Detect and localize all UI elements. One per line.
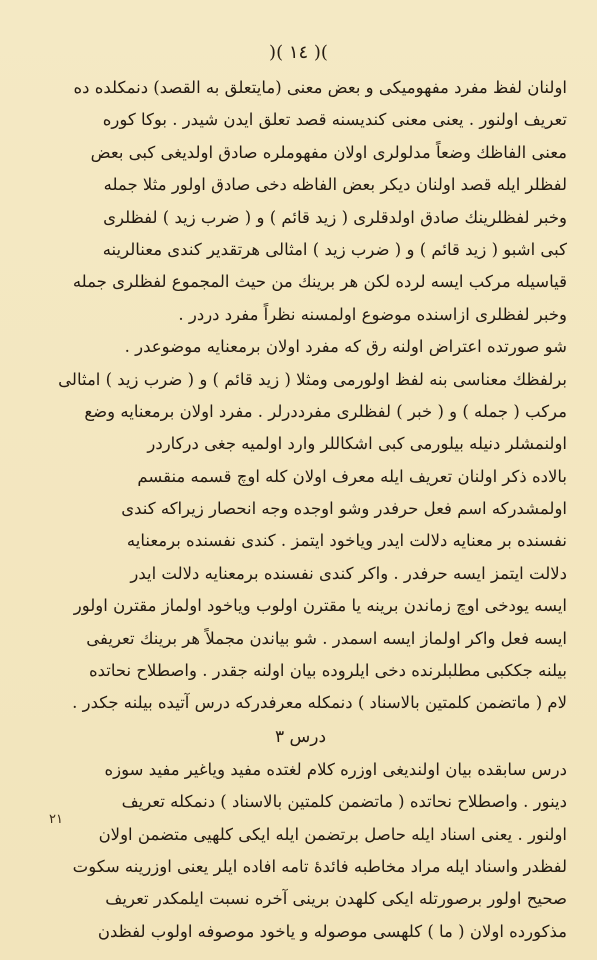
text-line: لفظدر واسناد ایله مراد مخاطبه فائدهٔ تامه افاده ایلر یعنی اوزرینه سکوت — [72, 856, 567, 876]
text-line: بالاده ذکر اولنان تعریف ایله معرف اولان کله اوچ قسمه منقسم — [137, 466, 567, 486]
paragraph-1 — [34, 72, 567, 331]
text-line: قیاسیله مرکب ایسه لرده لکن هر برینك من حیث المجموع لفظلری جمله — [72, 272, 567, 292]
text-body — [34, 72, 567, 948]
text-line: نفسنده بر معنایه دلالت ایدر ویاخود ایتمز . کندی نفسنده برمعنایه — [126, 531, 567, 551]
text-line: وخبر لفظلری ازاسنده موضوع اولمسنه نظراً مفرد دردر . — [178, 304, 567, 324]
text-line: تعریف اولنور . یعنی معنی کندیسنه قصد تعلق ایدن شیدر . بوکا کوره — [102, 110, 567, 130]
text-line: اولنور . یعنی اسناد ایله حاصل برتضمن ایله ایکی کلهیی متضمن اولان — [98, 824, 567, 844]
text-line: ایسه فعل واکر اولماز ایسه اسمدر . شو بیاندن مجملاً هر برینك تعریفی — [86, 628, 567, 648]
text-line: صحیح اولور برصورتله ایکی کلهدن برینی آخره نسبت ایلمکدر تعریف — [105, 889, 567, 909]
text-line: بیلنه جککبی مطلبلرنده دخی ایلروده بیان اولنه جقدر . واصطلاح نحاتده — [88, 661, 567, 681]
page-number: )( ١٤ )( — [269, 42, 328, 63]
lesson-heading: درس ٣ — [274, 726, 327, 747]
paragraph-4 — [34, 754, 567, 948]
text-line: کبی اشبو ( زید قائم ) و ( ضرب زید ) امثالی هرتقدیر کندی معنالرینه — [102, 239, 567, 259]
text-line: مرکب ( جمله ) و ( خبر ) لفظلری مفرددرلر . مفرد اولان برمعنایه وضع — [84, 401, 567, 421]
text-line: اولنان لفظ مفرد مفهومیکی و بعض معنی (مایتعلق به القصد) دنمکلده ده — [73, 78, 567, 97]
text-line: معنی الفاظك وضعاً مدلولری اولان مفهوملره صادق اولدیغی کبی بعض — [90, 142, 567, 162]
text-line: لام ( ماتضمن کلمتین بالاسناد ) دنمکله معرفدرکه درس آتیده بیلنه جکدر . — [72, 693, 567, 713]
text-line: ایسه یودخی اوچ زماندن برینه یا مقترن اولوب ویاخود اولماز مقترن اولور — [73, 596, 567, 616]
text-line: دینور . واصطلاح نحاتده ( ماتضمن کلمتین بالاسناد ) دنمکله تعریف — [121, 792, 567, 812]
paragraph-2 — [34, 331, 567, 461]
paragraph-3 — [34, 461, 567, 720]
text-line: برلفظك معناسی بنه لفظ اولورمی ومثلا ( زید قائم ) و ( ضرب زید ) امثالی — [58, 369, 567, 389]
text-line: درس سابقده بیان اولندیغی اوزره کلام لغتده مفید ویاغیر مفید سوزه — [104, 759, 567, 779]
text-line: شو صورتده اعتراض اولنه رق که مفرد اولان برمعنایه موضوعدر . — [124, 337, 567, 357]
text-line: وخبر لفظلرینك صادق اولدقلری ( زید قائم ) و ( ضرب زید ) لفظلری — [103, 207, 567, 227]
text-line: دلالت ایتمز ایسه حرفدر . واکر کندی نفسنده برمعنایه دلالت ایدر — [130, 563, 567, 583]
text-line: اولنمشلر دنیله بیلورمی کبی اشکاللر وارد اولمیه جغی درکاردر — [147, 434, 567, 454]
text-line: مذکورده اولان ( ما ) کلهسی موصوله و یاخود موصوفه اولوب لفظدن — [97, 921, 567, 941]
margin-note: ٢١ — [49, 812, 63, 827]
text-line: اولمشدرکه اسم فعل حرفدر وشو اوجده وجه انحصار زیراکه کندی — [121, 499, 567, 519]
text-line: لفظلر ایله قصد اولنان دیکر بعض الفاظه دخی صادق اولور مثلا جمله — [103, 175, 567, 195]
